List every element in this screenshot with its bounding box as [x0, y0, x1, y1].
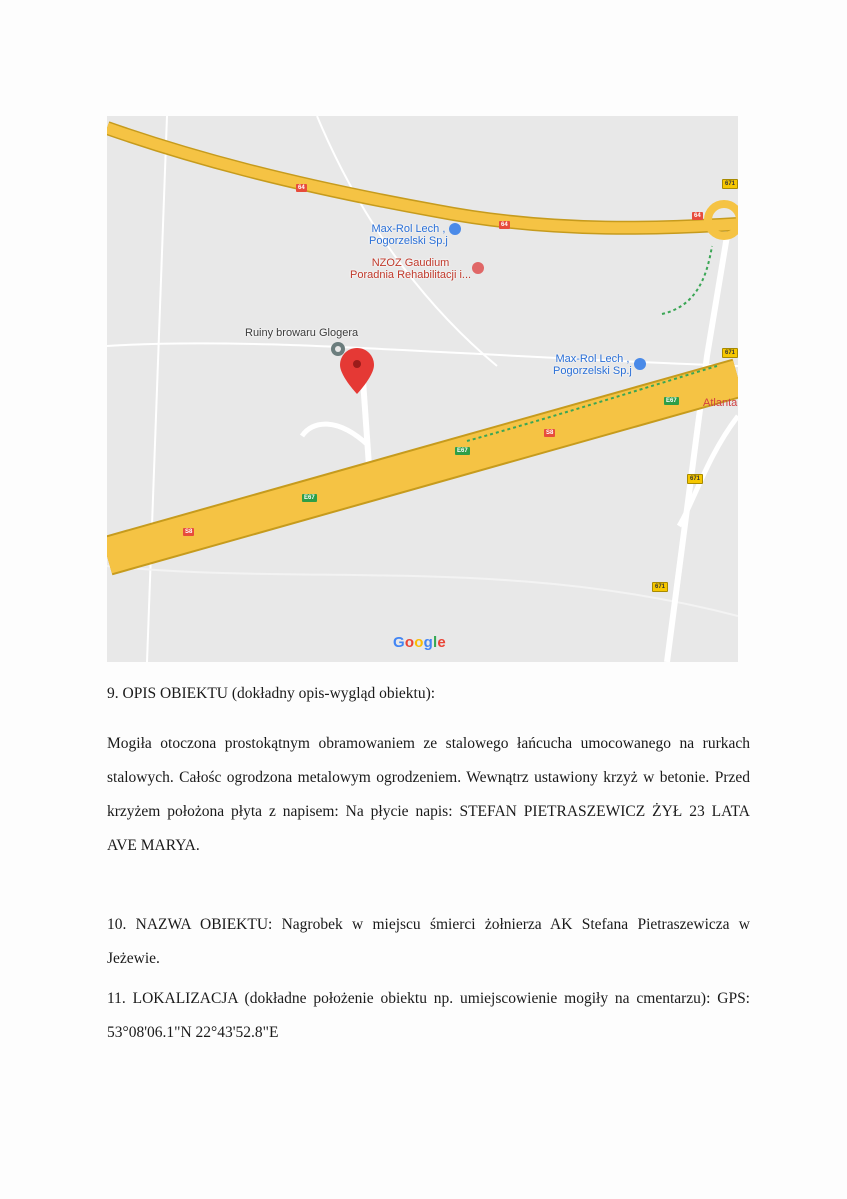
s9-line-1: Mogiła otoczona prostokątnym obramowaniem ze stalowego łańcucha umocowanego na rurkach [107, 735, 750, 752]
s10-line-2: Jeżewie. [107, 950, 160, 967]
road-shield-671d: 671 [652, 582, 668, 592]
road-shield-e67b: E67 [457, 448, 468, 454]
poi-label-3: Ruiny browaru Glogera [245, 327, 359, 339]
road-shield-64c: 64 [694, 213, 701, 219]
road-shield-s8b: S8 [185, 529, 193, 535]
road-shield-64b: 64 [501, 222, 508, 228]
google-logo: Google [393, 634, 446, 651]
poi-label-4: Max-Rol Lech , Pogorzelski Sp.j [553, 353, 632, 377]
road-shield-671c: 671 [687, 474, 703, 484]
s10-line-1: 10. NAZWA OBIEKTU: Nagrobek w miejscu śmierci żołnierza AK Stefana Pietraszewicza w [107, 916, 750, 933]
clinic-icon [472, 262, 484, 274]
road-shield-s8: S8 [546, 430, 554, 436]
road-shield-64: 64 [298, 185, 305, 191]
shop-icon [449, 223, 461, 235]
s9-line-3: krzyżem położona płyta z napisem: Na płycie napis: STEFAN PIETRASZEWICZ ŻYŁ 23 LATA [107, 803, 750, 820]
poi-label-1: Max-Rol Lech , Pogorzelski Sp.j [369, 223, 448, 247]
road-shield-e67c: E67 [304, 495, 315, 501]
s11-line-2: 53°08'06.1"N 22°43'52.8"E [107, 1024, 279, 1041]
poi-label-2: NZOZ Gaudium Poradnia Rehabilitacji i... [350, 257, 472, 281]
road-shield-671b: 671 [722, 348, 738, 358]
road-shield-e67: E67 [666, 398, 677, 404]
map-screenshot [107, 116, 738, 662]
shop-icon-2 [634, 358, 646, 370]
s9-line-2: stalowych. Całośc ogrodzona metalowym ogrodzeniem. Wewnątrz ustawiony krzyż w betonie. Przed [107, 769, 750, 786]
section-10 [107, 908, 750, 976]
location-pin-icon [340, 348, 374, 394]
section-9-body [107, 727, 750, 863]
section-11 [107, 982, 750, 1050]
road-shield-671: 671 [722, 179, 738, 189]
place-label-atlanta: Atlanta [703, 397, 738, 409]
section-9-heading: 9. OPIS OBIEKTU (dokładny opis-wygląd obiektu): [107, 685, 436, 702]
map-roads [107, 116, 738, 662]
s9-line-4: AVE MARYA. [107, 837, 200, 854]
s11-line-1: 11. LOKALIZACJA (dokładne położenie obiektu np. umiejscowienie mogiły na cmentarzu): GPS: [107, 990, 750, 1007]
